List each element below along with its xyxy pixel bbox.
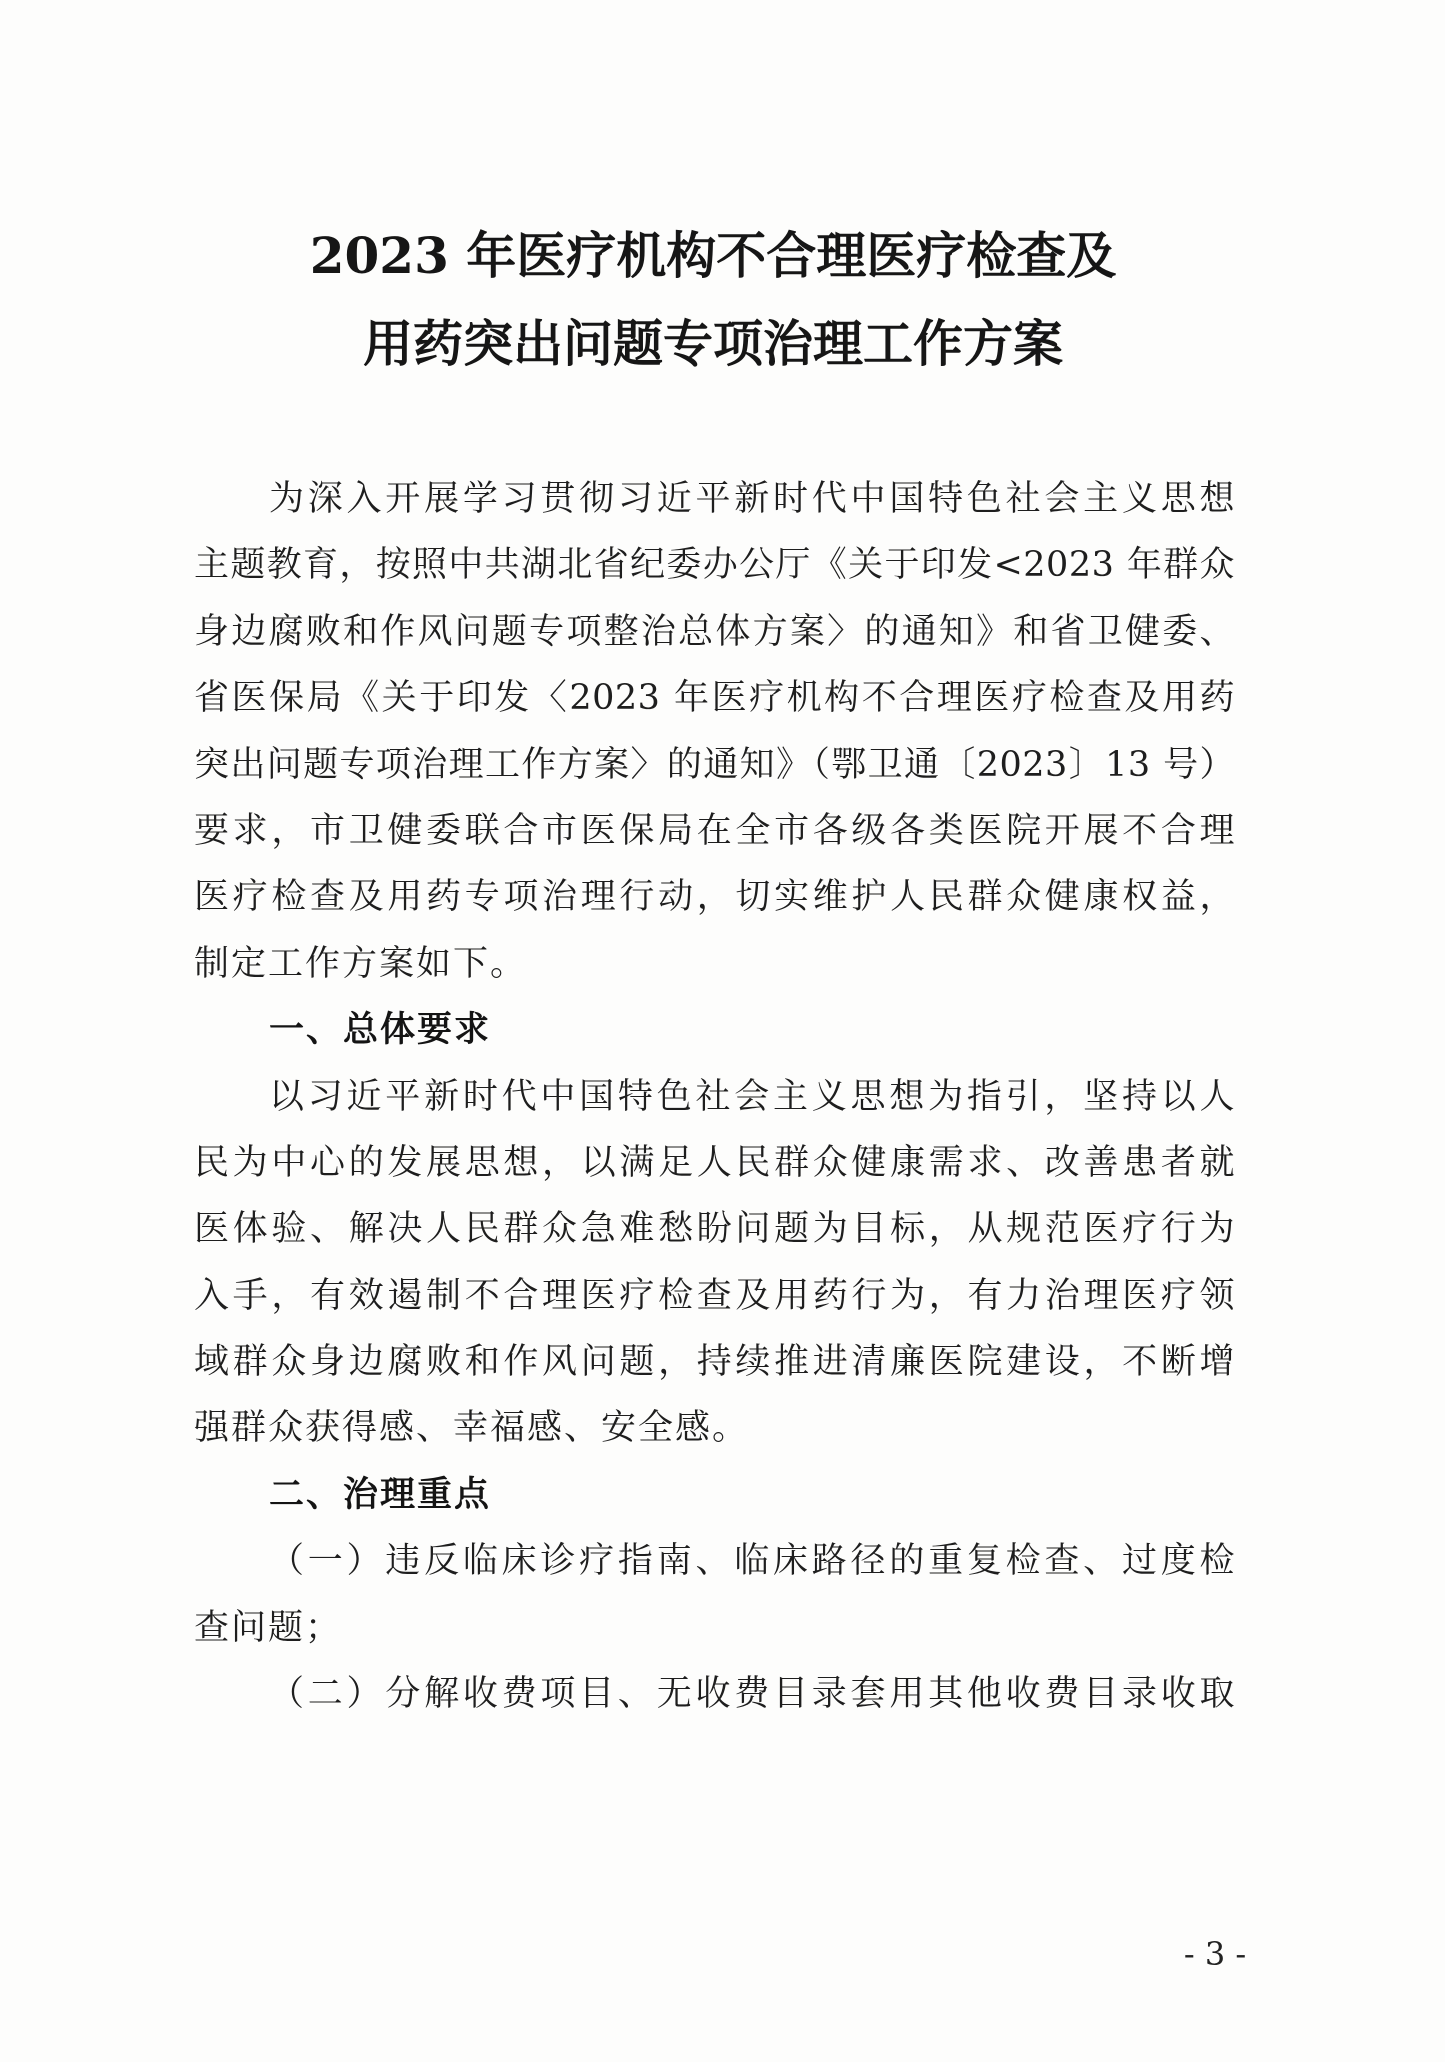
section1-line: 民为中心的发展思想，以满足人民群众健康需求、改善患者就: [194, 1142, 1235, 1183]
section-heading-key-areas: 二、治理重点: [269, 1474, 492, 1515]
section1-line: 强群众获得感、幸福感、安全感。: [194, 1408, 750, 1449]
section2-item1-line: （一）违反临床诊疗指南、临床路径的重复检查、过度检: [269, 1541, 1235, 1582]
document-body: [194, 466, 1235, 1727]
page-number: - 3 -: [1183, 1935, 1247, 1973]
intro-line: 医疗检查及用药专项治理行动，切实维护人民群众健康权益，: [194, 877, 1235, 918]
section1-line: 域群众身边腐败和作风问题，持续推进清廉医院建设，不断增: [194, 1342, 1235, 1383]
document-title-line-2: 用药突出问题专项治理工作方案: [363, 314, 1063, 373]
intro-line: 制定工作方案如下。: [194, 943, 528, 984]
intro-line: 要求，市卫健委联合市医保局在全市各级各类医院开展不合理: [194, 810, 1235, 851]
intro-line: 突出问题专项治理工作方案〉的通知》（鄂卫通〔2023〕13 号）: [194, 744, 1235, 785]
document-title-line-1: 2023 年医疗机构不合理医疗检查及: [309, 226, 1117, 285]
section1-line: 入手，有效遏制不合理医疗检查及用药行为，有力治理医疗领: [194, 1275, 1235, 1316]
intro-line: 为深入开展学习贯彻习近平新时代中国特色社会主义思想: [269, 479, 1235, 519]
section2-item2-line: （二）分解收费项目、无收费目录套用其他收费目录收取: [269, 1674, 1235, 1715]
intro-line: 身边腐败和作风问题专项整治总体方案〉的通知》和省卫健委、: [194, 611, 1235, 652]
section1-line: 医体验、解决人民群众急难愁盼问题为目标，从规范医疗行为: [194, 1209, 1235, 1250]
intro-line: 省医保局《关于印发〈2023 年医疗机构不合理医疗检查及用药: [194, 678, 1235, 719]
intro-line: 主题教育，按照中共湖北省纪委办公厅《关于印发<2023 年群众: [194, 545, 1235, 586]
section-heading-general-requirements: 一、总体要求: [269, 1010, 492, 1051]
section1-line: 以习近平新时代中国特色社会主义思想为指引，坚持以人: [269, 1076, 1235, 1117]
section2-item1-line: 查问题；: [194, 1607, 343, 1648]
